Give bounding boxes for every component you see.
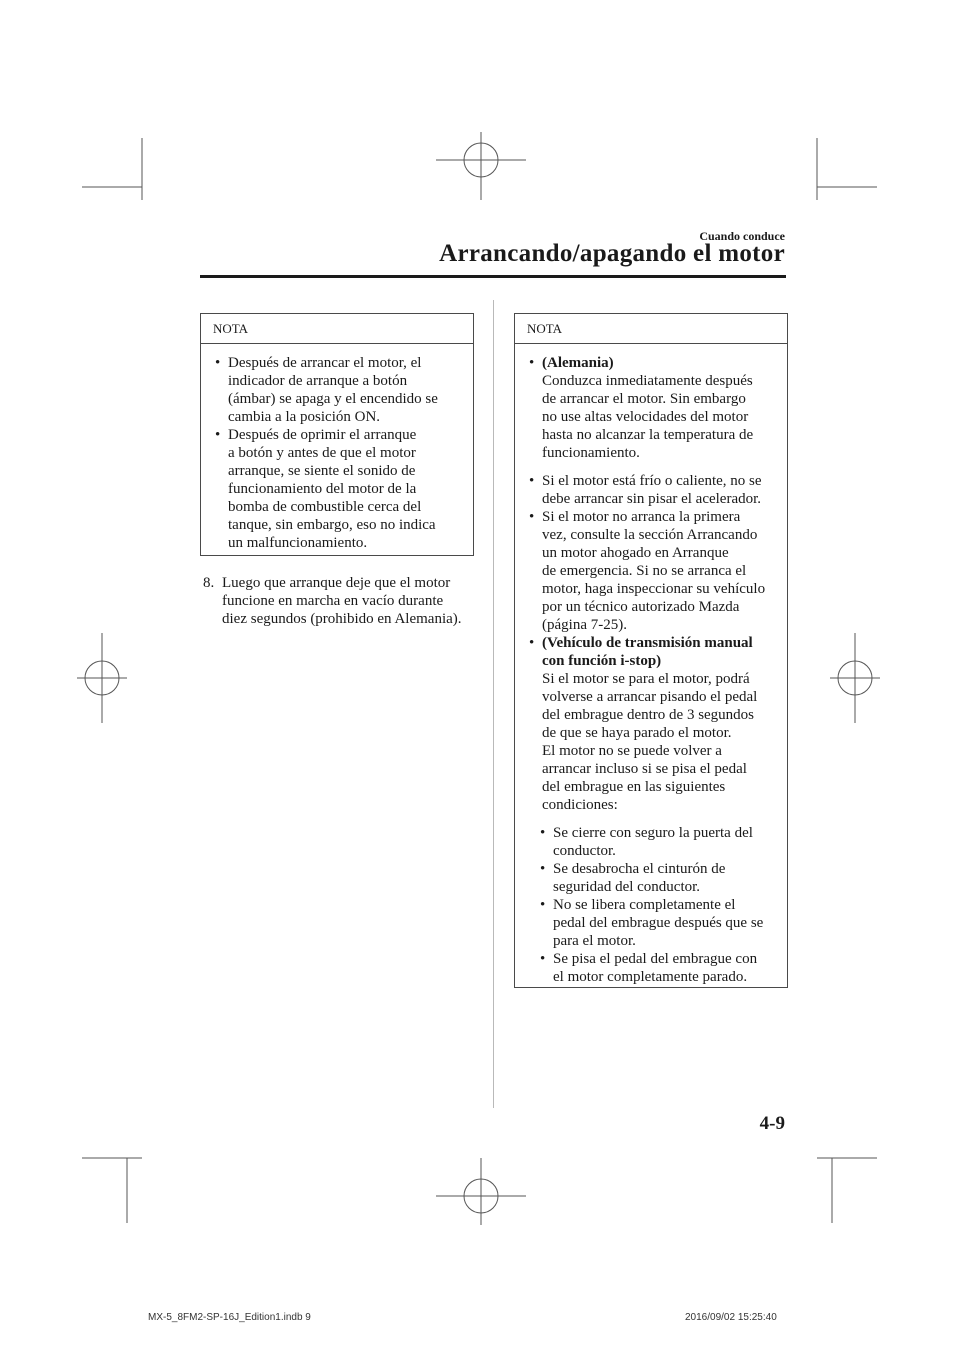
condition-item [528, 950, 777, 986]
spacer [528, 462, 777, 472]
bullet-icon: • [215, 427, 221, 443]
text-line: (ámbar) se apaga y el encendido se [228, 391, 438, 407]
page-number: 4-9 [759, 1113, 785, 1134]
text-line: debe arrancar sin pisar el acelerador. [542, 491, 762, 507]
text-line: funcione en marcha en vacío durante [222, 593, 444, 609]
bullet-icon: • [529, 473, 535, 489]
text-line: indicador de arranque a botón [228, 373, 408, 389]
text-line: de que se haya parado el motor. [542, 725, 732, 741]
bullet-icon: • [529, 509, 535, 525]
step-number: 8. [203, 575, 215, 591]
text-line: Se pisa el pedal del embrague con [553, 951, 758, 967]
text-line: Conduzca inmediatamente después [542, 373, 753, 389]
bullet-item [528, 472, 777, 508]
text-line: un motor ahogado en Arranque [542, 545, 729, 561]
text-line: un malfuncionamiento. [228, 535, 368, 551]
text-line: bomba de combustible cerca del [228, 499, 422, 515]
text-line: Después de oprimir el arranque [228, 427, 417, 443]
text-line: cambia a la posición ON. [228, 409, 381, 425]
note-label: NOTA [201, 314, 473, 344]
bullet-icon: • [215, 355, 221, 371]
text-line: Si el motor se para el motor, podrá [542, 671, 750, 687]
text-line: funcionamiento del motor de la [228, 481, 417, 497]
subheading: (Vehículo de transmisión manual [542, 635, 753, 651]
text-line: conductor. [553, 843, 616, 859]
text-line: Después de arrancar el motor, el [228, 355, 422, 371]
spacer [528, 814, 777, 824]
bullet-icon: • [540, 825, 546, 841]
condition-item [528, 896, 777, 950]
text-line: Si el motor no arranca la primera [542, 509, 741, 525]
step-8 [203, 574, 483, 628]
text-line: vez, consulte la sección Arrancando [542, 527, 758, 543]
text-line: funcionamiento. [542, 445, 640, 461]
text-line: diez segundos (prohibido en Alemania). [222, 611, 462, 627]
condition-item [528, 824, 777, 860]
text-line: de emergencia. Si no se arranca el [542, 563, 747, 579]
bullet-item [214, 354, 463, 426]
subheading: con función i-stop) [542, 653, 662, 669]
text-line: motor, haga inspeccionar su vehículo [542, 581, 766, 597]
bullet-item-alemania [528, 354, 777, 462]
bullet-icon: • [540, 897, 546, 913]
text-line: arrancar incluso si se pisa el pedal [542, 761, 747, 777]
text-line: seguridad del conductor. [553, 879, 701, 895]
bullet-item [528, 508, 777, 634]
condition-item [528, 860, 777, 896]
text-line: El motor no se puede volver a [542, 743, 722, 759]
header-rule [200, 275, 786, 278]
text-line: de arrancar el motor. Sin embargo [542, 391, 746, 407]
text-line: (página 7-25). [542, 617, 627, 633]
text-line: tanque, sin embargo, eso no indica [228, 517, 436, 533]
note-box-left [200, 313, 474, 556]
bullet-icon: • [529, 355, 535, 371]
text-line: por un técnico autorizado Mazda [542, 599, 740, 615]
bullet-icon: • [540, 861, 546, 877]
text-line: para el motor. [553, 933, 636, 949]
note-body [515, 344, 787, 986]
text-line: condiciones: [542, 797, 618, 813]
text-line: Luego que arranque deje que el motor [222, 575, 451, 591]
note-box-right [514, 313, 788, 988]
text-line: arranque, se siente el sonido de [228, 463, 416, 479]
text-line: del embrague dentro de 3 segundos [542, 707, 755, 723]
text-line: a botón y antes de que el motor [228, 445, 416, 461]
text-line: hasta no alcanzar la temperatura de [542, 427, 754, 443]
bullet-item [214, 426, 463, 552]
footer-filename: MX-5_8FM2-SP-16J_Edition1.indb 9 [148, 1312, 311, 1323]
text-line: del embrague en las siguientes [542, 779, 726, 795]
footer-timestamp: 2016/09/02 15:25:40 [685, 1312, 777, 1323]
page-title: Arrancando/apagando el motor [439, 240, 785, 267]
section-name: Cuando conduce [699, 229, 785, 243]
note-body [201, 344, 473, 552]
bullet-icon: • [540, 951, 546, 967]
text-line: No se libera completamente el [553, 897, 736, 913]
step-text [203, 574, 483, 628]
text-line: Si el motor está frío o caliente, no se [542, 473, 762, 489]
subheading: (Alemania) [542, 355, 614, 371]
text-line: Se cierre con seguro la puerta del [553, 825, 753, 841]
text-line: el motor completamente parado. [553, 969, 748, 985]
text-line: pedal del embrague después que se [553, 915, 764, 931]
bullet-item-istop [528, 634, 777, 814]
text-line: volverse a arrancar pisando el pedal [542, 689, 758, 705]
text-line: Se desabrocha el cinturón de [553, 861, 726, 877]
column-divider [493, 300, 494, 1108]
note-label: NOTA [515, 314, 787, 344]
text-line: no use altas velocidades del motor [542, 409, 749, 425]
bullet-icon: • [529, 635, 535, 651]
